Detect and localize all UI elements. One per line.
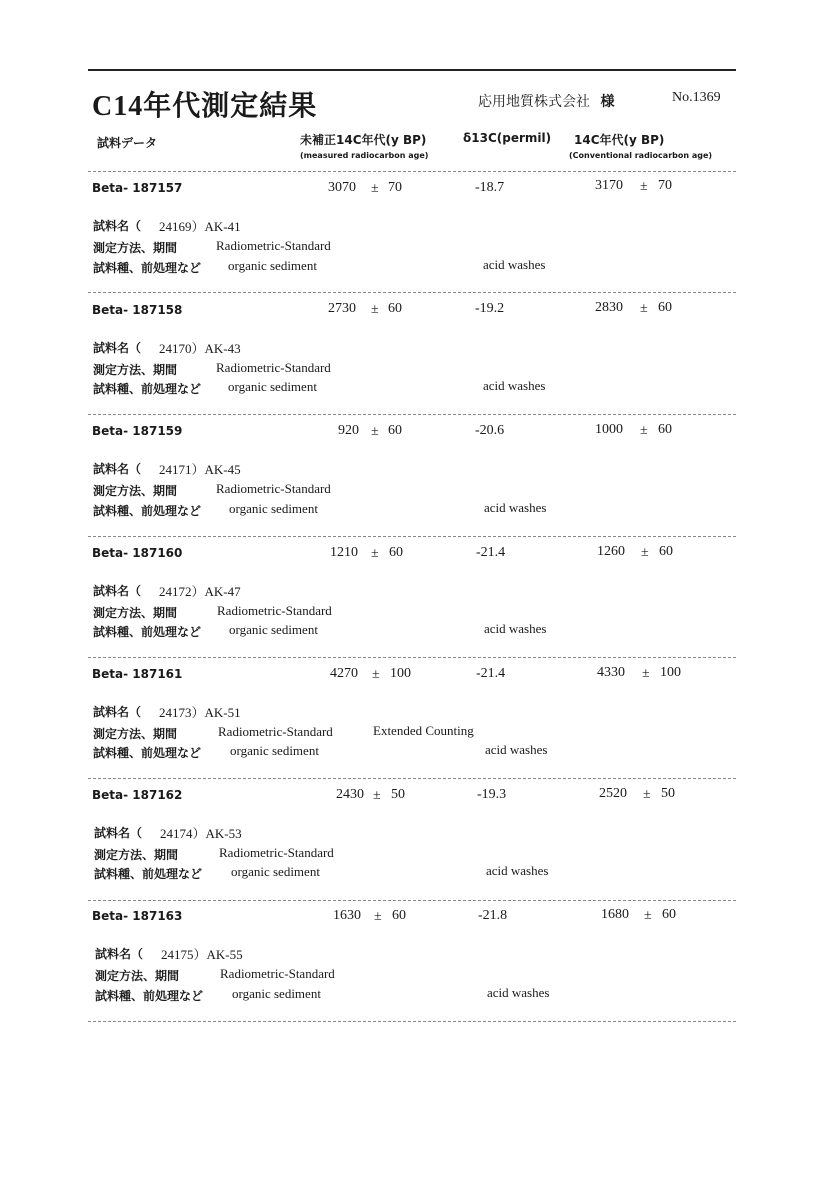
row-divider xyxy=(88,778,736,779)
method-label: 測定方法、期間 xyxy=(93,606,178,620)
client-honorific: 様 xyxy=(600,94,615,110)
sample-name-label: 試料名（ xyxy=(93,462,142,476)
sample-id: 24171）AK-45 xyxy=(159,462,241,477)
material-label: 試料種、前処理など xyxy=(93,382,202,396)
col-header-delta: δ13C(permil) xyxy=(463,131,552,145)
method-label: 測定方法、期間 xyxy=(95,969,180,983)
pm-sign: ± xyxy=(643,787,651,802)
delta-13c: -19.2 xyxy=(475,301,505,316)
pm-sign: ± xyxy=(640,423,648,438)
pm-sign: ± xyxy=(641,545,649,560)
pretreatment-value: acid washes xyxy=(483,378,546,393)
measured-error: 100 xyxy=(390,666,411,681)
method-label: 測定方法、期間 xyxy=(93,727,178,741)
pm-sign: ± xyxy=(642,666,650,681)
material-label: 試料種、前処理など xyxy=(94,867,203,881)
pm-sign: ± xyxy=(371,302,379,317)
delta-13c: -18.7 xyxy=(475,180,505,195)
pm-sign: ± xyxy=(373,788,381,803)
method-value: Radiometric-Standard xyxy=(217,603,332,618)
measured-age: 1210 xyxy=(330,545,358,560)
measured-age: 920 xyxy=(338,423,359,438)
col-header-conventional-sub: (Conventional radiocarbon age) xyxy=(569,151,713,160)
method-value: Radiometric-Standard xyxy=(216,360,331,375)
material-label: 試料種、前処理など xyxy=(93,261,202,275)
method-label: 測定方法、期間 xyxy=(93,241,178,255)
measured-age: 1630 xyxy=(333,908,361,923)
sample-name-label: 試料名（ xyxy=(95,947,144,961)
measured-age: 3070 xyxy=(328,180,356,195)
delta-13c: -21.4 xyxy=(476,666,506,681)
conventional-age: 1260 xyxy=(597,544,625,559)
method-extra: Extended Counting xyxy=(373,723,474,738)
pm-sign: ± xyxy=(372,667,380,682)
measured-error: 60 xyxy=(388,423,402,438)
pm-sign: ± xyxy=(640,301,648,316)
page-title: C14年代測定結果 xyxy=(92,91,318,122)
top-rule xyxy=(88,69,736,71)
beta-id: Beta- 187161 xyxy=(92,667,183,681)
sample-id: 24169）AK-41 xyxy=(159,219,241,234)
pm-sign: ± xyxy=(640,179,648,194)
conventional-age: 1680 xyxy=(601,907,629,922)
method-label: 測定方法、期間 xyxy=(94,848,179,862)
conventional-error: 50 xyxy=(661,786,675,801)
client-company: 応用地質株式会社 xyxy=(478,95,590,110)
method-value: Radiometric-Standard xyxy=(219,845,334,860)
measured-error: 50 xyxy=(391,787,405,802)
measured-age: 2430 xyxy=(336,787,364,802)
method-label: 測定方法、期間 xyxy=(93,363,178,377)
sample-name-label: 試料名（ xyxy=(94,826,143,840)
document-number: No.1369 xyxy=(672,90,721,105)
sample-id: 24170）AK-43 xyxy=(159,341,241,356)
material-label: 試料種、前処理など xyxy=(93,504,202,518)
material-value: organic sediment xyxy=(232,986,321,1001)
method-value: Radiometric-Standard xyxy=(216,238,331,253)
conventional-error: 60 xyxy=(662,907,676,922)
conventional-age: 1000 xyxy=(595,422,623,437)
material-value: organic sediment xyxy=(228,258,317,273)
conventional-error: 60 xyxy=(659,544,673,559)
sample-name-label: 試料名（ xyxy=(93,219,142,233)
method-value: Radiometric-Standard xyxy=(216,481,331,496)
measured-error: 60 xyxy=(392,908,406,923)
beta-id: Beta- 187160 xyxy=(92,546,183,560)
beta-id: Beta- 187159 xyxy=(92,424,183,438)
pretreatment-value: acid washes xyxy=(487,985,550,1000)
beta-id: Beta- 187158 xyxy=(92,303,183,317)
material-value: organic sediment xyxy=(231,864,320,879)
method-label: 測定方法、期間 xyxy=(93,484,178,498)
material-label: 試料種、前処理など xyxy=(93,746,202,760)
col-header-conventional: 14C年代(y BP) xyxy=(574,133,665,147)
row-divider xyxy=(88,1021,736,1022)
client-name xyxy=(478,91,615,111)
sample-name-label: 試料名（ xyxy=(93,705,142,719)
delta-13c: -21.8 xyxy=(478,908,508,923)
material-value: organic sediment xyxy=(230,743,319,758)
col-header-sample-data: 試料データ xyxy=(97,136,158,150)
conventional-age: 2830 xyxy=(595,300,623,315)
pretreatment-value: acid washes xyxy=(484,500,547,515)
material-label: 試料種、前処理など xyxy=(93,625,202,639)
row-divider xyxy=(88,657,736,658)
sample-id: 24174）AK-53 xyxy=(160,826,242,841)
beta-id: Beta- 187163 xyxy=(92,909,183,923)
method-value: Radiometric-Standard xyxy=(220,966,335,981)
pretreatment-value: acid washes xyxy=(486,863,549,878)
pretreatment-value: acid washes xyxy=(485,742,548,757)
conventional-error: 100 xyxy=(660,665,681,680)
delta-13c: -20.6 xyxy=(475,423,505,438)
material-value: organic sediment xyxy=(228,379,317,394)
pm-sign: ± xyxy=(371,546,379,561)
measured-error: 70 xyxy=(388,180,402,195)
pm-sign: ± xyxy=(371,181,379,196)
conventional-error: 70 xyxy=(658,178,672,193)
conventional-age: 4330 xyxy=(597,665,625,680)
material-value: organic sediment xyxy=(229,622,318,637)
measured-error: 60 xyxy=(388,301,402,316)
beta-id: Beta- 187157 xyxy=(92,181,183,195)
col-header-measured: 未補正14C年代(y BP) xyxy=(300,133,427,147)
pm-sign: ± xyxy=(374,909,382,924)
method-value: Radiometric-Standard xyxy=(218,724,333,739)
conventional-age: 3170 xyxy=(595,178,623,193)
delta-13c: -19.3 xyxy=(477,787,507,802)
row-divider xyxy=(88,536,736,537)
conventional-age: 2520 xyxy=(599,786,627,801)
sample-id: 24172）AK-47 xyxy=(159,584,241,599)
pretreatment-value: acid washes xyxy=(483,257,546,272)
delta-13c: -21.4 xyxy=(476,545,506,560)
pretreatment-value: acid washes xyxy=(484,621,547,636)
material-label: 試料種、前処理など xyxy=(95,989,204,1003)
row-divider xyxy=(88,292,736,293)
conventional-error: 60 xyxy=(658,422,672,437)
row-divider xyxy=(88,171,736,172)
col-header-measured-sub: (measured radiocarbon age) xyxy=(300,151,429,160)
measured-error: 60 xyxy=(389,545,403,560)
sample-id: 24175）AK-55 xyxy=(161,947,243,962)
sample-name-label: 試料名（ xyxy=(93,584,142,598)
pm-sign: ± xyxy=(371,424,379,439)
measured-age: 2730 xyxy=(328,301,356,316)
pm-sign: ± xyxy=(644,908,652,923)
material-value: organic sediment xyxy=(229,501,318,516)
row-divider xyxy=(88,414,736,415)
sample-id: 24173）AK-51 xyxy=(159,705,241,720)
sample-name-label: 試料名（ xyxy=(93,341,142,355)
beta-id: Beta- 187162 xyxy=(92,788,183,802)
conventional-error: 60 xyxy=(658,300,672,315)
measured-age: 4270 xyxy=(330,666,358,681)
row-divider xyxy=(88,900,736,901)
